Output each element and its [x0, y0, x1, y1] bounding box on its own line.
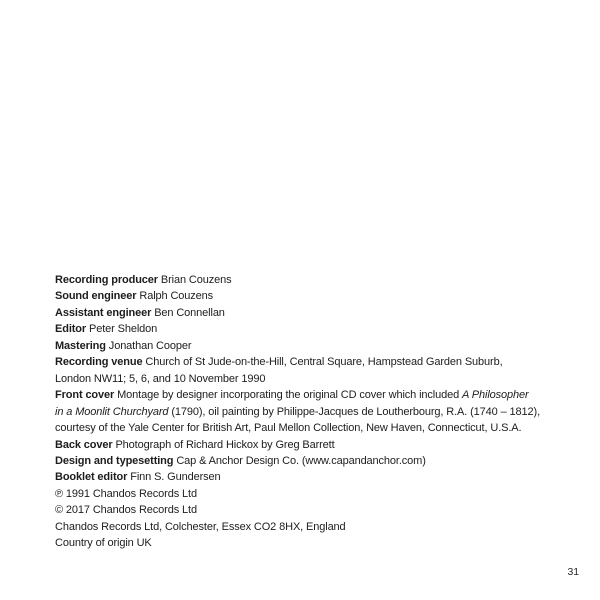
credits-line — [55, 486, 575, 502]
credits-segment-bold: Design and typesetting — [55, 454, 174, 467]
credits-line — [55, 437, 575, 453]
credits-segment-regular: Chandos Records Ltd, Colchester, Essex CO2 8HX, England — [55, 520, 346, 533]
credits-line — [55, 535, 575, 551]
credits-line — [55, 469, 575, 485]
credits-segment-regular: Church of St Jude-on-the-Hill, Central Square, Hampstead Garden Suburb, — [142, 356, 503, 369]
credits-line — [55, 387, 575, 403]
credits-segment-regular: ℗ 1991 Chandos Records Ltd — [55, 487, 197, 500]
credits-line — [55, 321, 575, 337]
credits-line — [55, 519, 575, 535]
credits-line — [55, 371, 575, 387]
credits-segment-bold: Sound engineer — [55, 290, 137, 303]
credits-segment-regular: Photograph of Richard Hickox by Greg Barrett — [112, 438, 335, 451]
credits-segment-bold: Back cover — [55, 438, 113, 451]
credits-segment-regular: (1790), oil painting by Philippe-Jacques de Loutherbourg, R.A. (1740 – 1812), — [168, 405, 541, 418]
credits-line — [55, 354, 575, 370]
credits-segment-bold: Front cover — [55, 389, 115, 402]
credits-line — [55, 453, 575, 469]
credits-line — [55, 288, 575, 304]
credits-segment-regular: Country of origin UK — [55, 537, 152, 550]
credits-block — [55, 272, 575, 552]
credits-segment-italic: A Philosopher — [462, 389, 529, 402]
credits-segment-regular: Peter Sheldon — [86, 323, 158, 336]
credits-segment-regular: © 2017 Chandos Records Ltd — [55, 504, 197, 517]
credits-segment-regular: Finn S. Gundersen — [127, 471, 221, 484]
credits-segment-regular: Ralph Couzens — [136, 290, 214, 303]
credits-line — [55, 338, 575, 354]
credits-segment-regular: London NW11; 5, 6, and 10 November 1990 — [55, 372, 266, 385]
credits-segment-bold: Recording producer — [55, 274, 158, 286]
credits-segment-regular: Cap & Anchor Design Co. (www.capandanchor.com) — [173, 454, 426, 467]
credits-line — [55, 305, 575, 321]
page-number: 31 — [567, 566, 579, 578]
credits-line — [55, 404, 575, 420]
credits-line — [55, 272, 575, 288]
credits-line — [55, 420, 575, 436]
credits-segment-regular: Montage by designer incorporating the original CD cover which included — [114, 389, 463, 402]
credits-segment-bold: Booklet editor — [55, 471, 128, 484]
credits-segment-regular: Jonathan Cooper — [105, 339, 192, 352]
credits-segment-bold: Recording venue — [55, 356, 143, 369]
credits-segment-regular: Ben Connellan — [151, 306, 225, 319]
credits-segment-bold: Mastering — [55, 339, 106, 352]
credits-segment-regular: courtesy of the Yale Center for British Art, Paul Mellon Collection, New Haven, Connecticut, U.S.A. — [55, 422, 522, 435]
credits-line — [55, 502, 575, 518]
credits-segment-bold: Editor — [55, 323, 87, 336]
credits-segment-italic: in a Moonlit Churchyard — [55, 405, 169, 418]
credits-segment-bold: Assistant engineer — [55, 306, 152, 319]
credits-segment-regular: Brian Couzens — [157, 274, 232, 286]
